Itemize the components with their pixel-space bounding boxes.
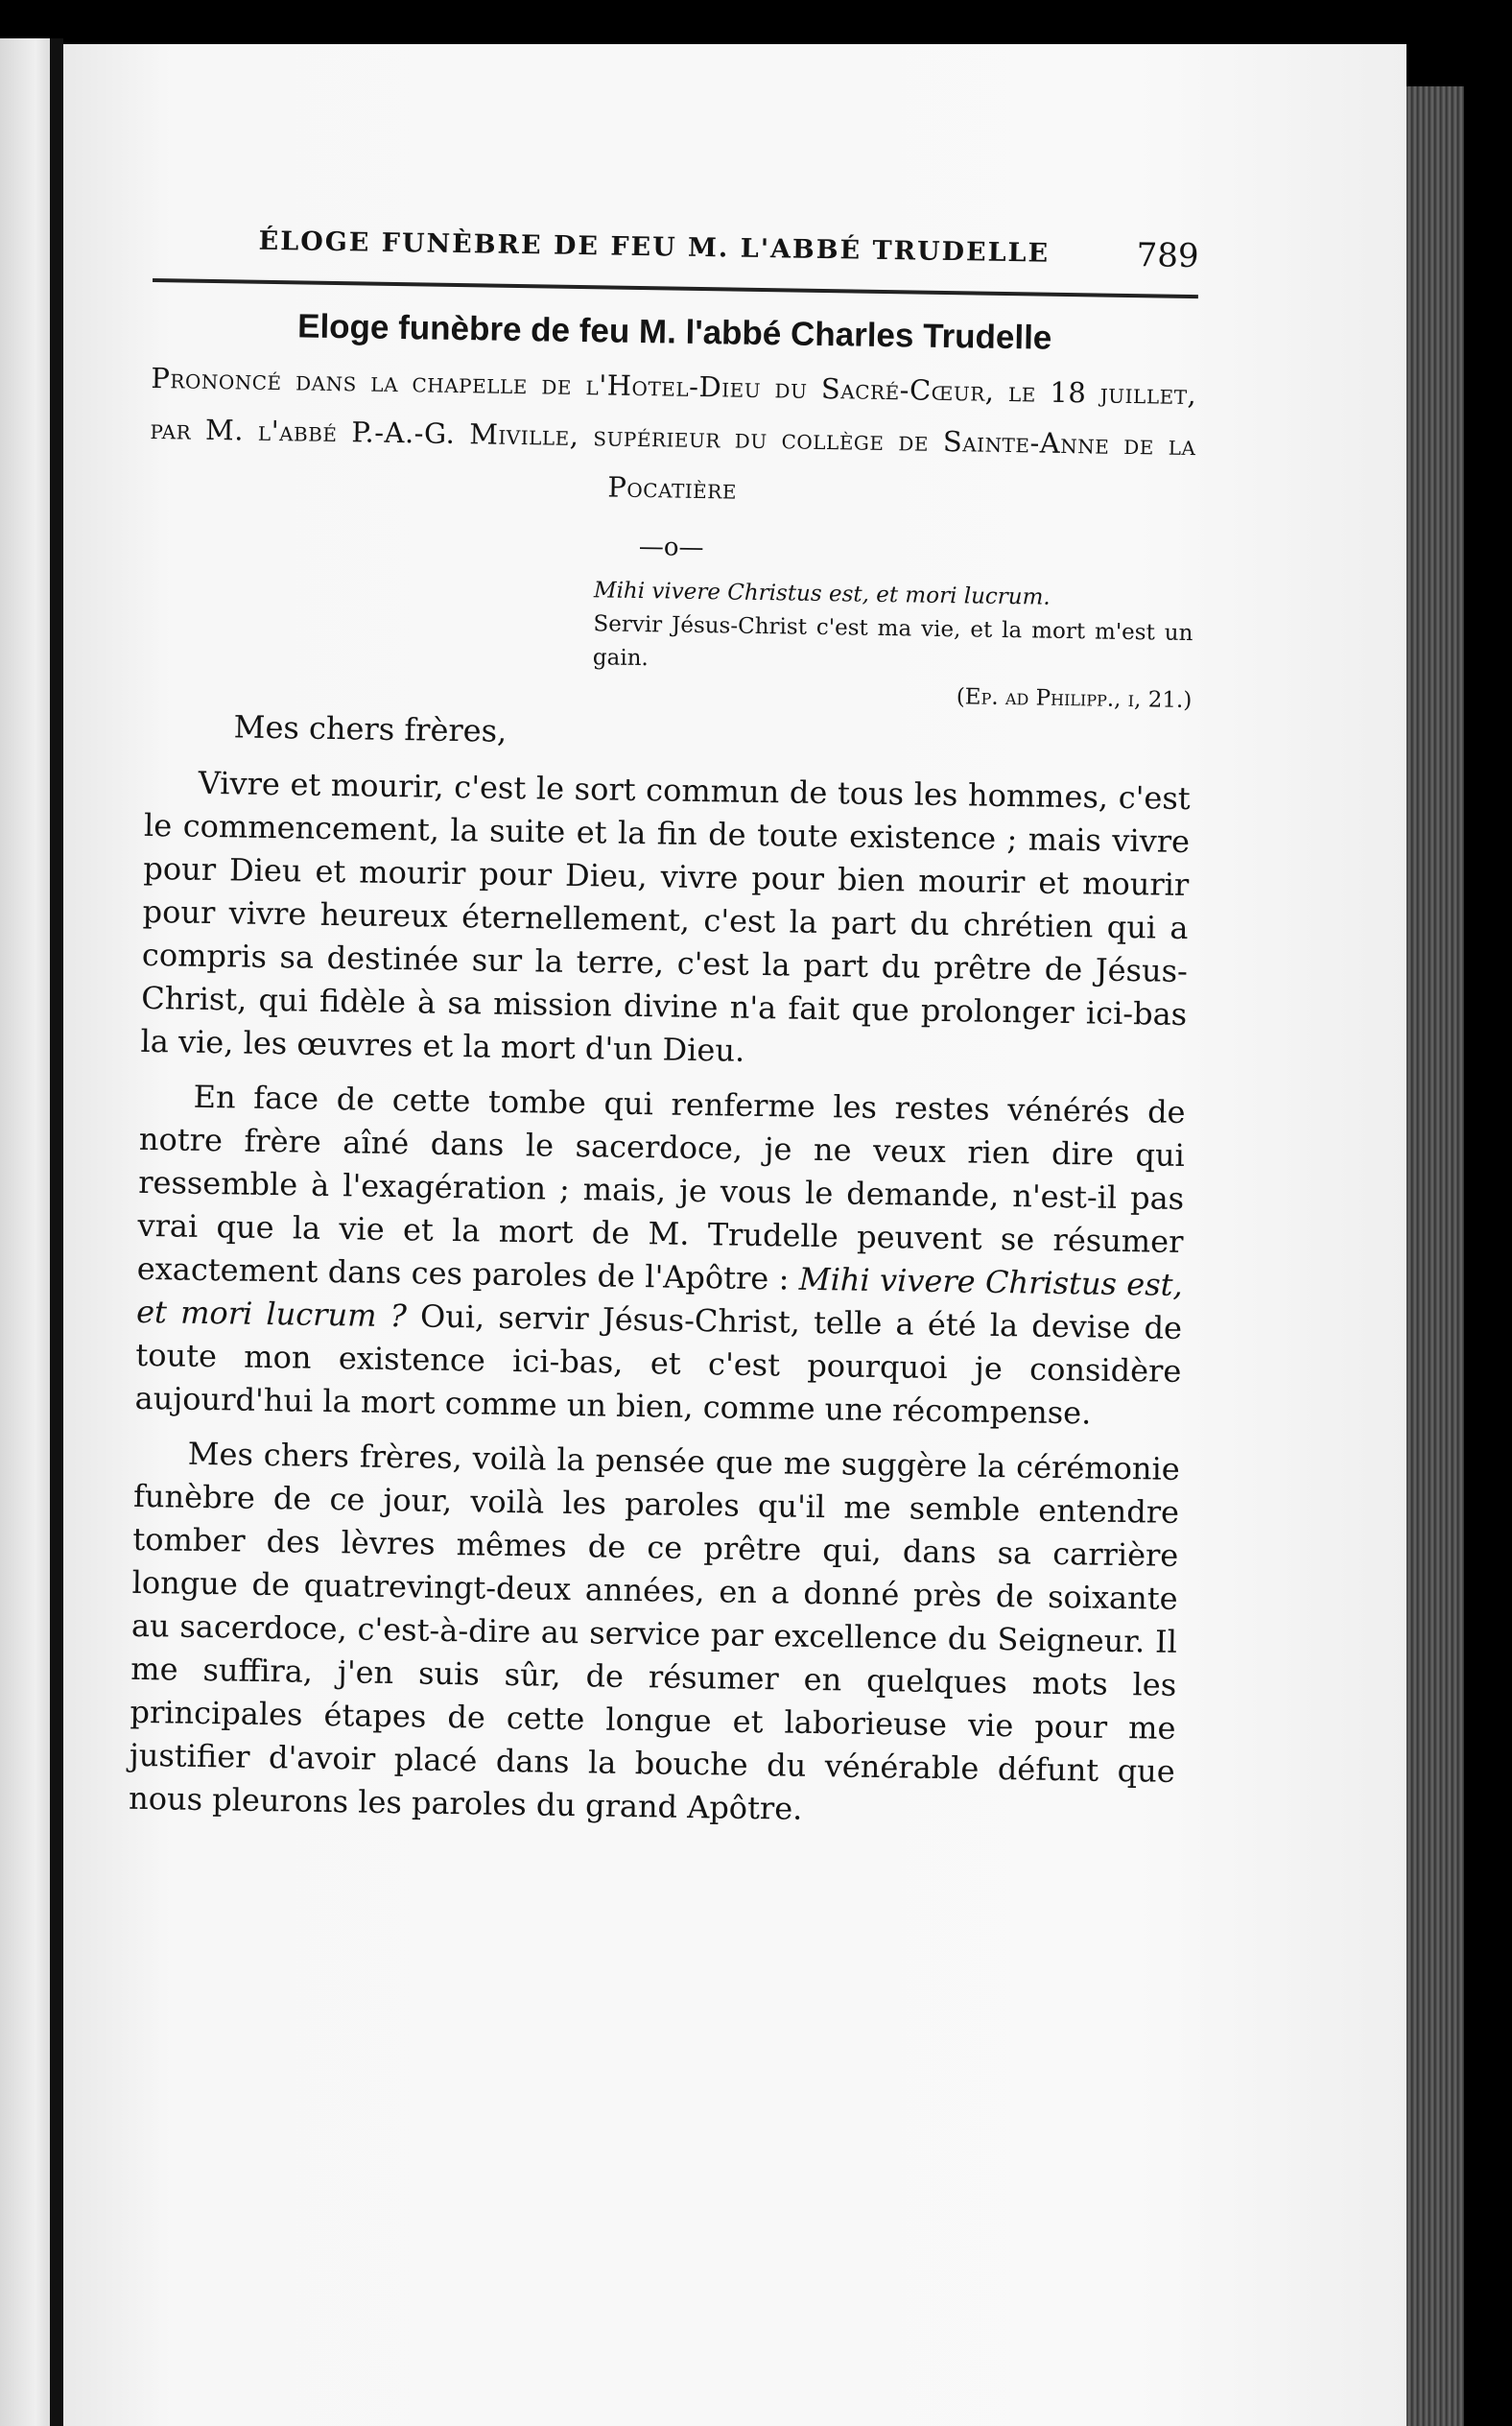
paragraph-2-latin-quote: Mihi vivere Christus est, et mori lucrum ? bbox=[135, 1260, 1184, 1335]
article-subtitle: Prononcé dans la chapelle de l'Hotel-Dieu du Sacré-Cœur, le 18 juillet, par M. l'abbé P.-A.-G. Miville, supérieur du collège de Sainte-Anne de la Pocatière bbox=[150, 361, 1197, 506]
epigraph-reference: (Ep. ad Philipp., i, 21.) bbox=[956, 684, 1193, 714]
paragraph-2-text-end: Oui, servir Jésus-Christ, telle a été la devise de toute mon existence ici-bas, et c'est pourquoi je considère aujourd'hui la mort comme un bien, comme une récompense. bbox=[134, 1297, 1183, 1432]
article-title: Eloge funèbre de feu M. l'abbé Charles Trudelle bbox=[296, 307, 1052, 357]
epigraph-latin: Mihi vivere Christus est, et mori lucrum. bbox=[593, 578, 1051, 610]
epigraph bbox=[592, 574, 1193, 718]
paragraph-1: Vivre et mourir, c'est le sort commun de tous les hommes, c'est le commencement, la suite et la fin de toute existence ; mais vivre pour Dieu et mourir pour Dieu, vivre pour bien mourir et mourir pour vivre heureux éternellement, c'est la part du chrétien qui a compris sa destinée sur la terre, c'est la part du prêtre de Jésus-Christ, qui fidèle à sa mission divine n'a fait que prolonger ici-bas la vie, les œuvres et la mort d'un Dieu. bbox=[140, 764, 1191, 1069]
paragraph-2 bbox=[134, 1075, 1186, 1437]
running-head-title: ÉLOGE FUNÈBRE DE FEU M. L'ABBÉ TRUDELLE bbox=[258, 226, 1051, 269]
book-gutter bbox=[50, 38, 63, 2426]
page-text-block bbox=[129, 221, 1199, 1837]
salutation: Mes chers frères, bbox=[233, 708, 508, 749]
epigraph-translation: Servir Jésus-Christ c'est ma vie, et la mort m'est un gain. bbox=[592, 611, 1193, 672]
page-stack-edge bbox=[1406, 86, 1464, 2426]
paragraph-3: Mes chers frères, voilà la pensée que me suggère la cérémonie funèbre de ce jour, voilà les paroles qu'il me semble entendre tomber des lèvres mêmes de ce prêtre qui, dans sa carrière longue de quatrevingt-deux années, en a donné près de soixante au sacerdoce, c'est-à-dire au service par excellence du Seigneur. Il me suffira, j'en suis sûr, de résumer en quelques mots les principales étapes de cette longue et laborieuse vie pour me justifier d'avoir placé dans la bouche du vénérable défunt que nous pleurons les paroles du grand Apôtre. bbox=[128, 1435, 1180, 1827]
section-separator: —o— bbox=[638, 532, 704, 563]
paragraph-2-text-start: En face de cette tombe qui renferme les restes vénérés de notre frère aîné dans le sacerdoce, je ne veux rien dire qui ressemble à l'exagération ; mais, je vous le demande, n'est-il pas vrai que la vie et la mort de M. Trudelle peuvent se résumer exactement dans ces paroles de l'Apôtre : bbox=[136, 1078, 1186, 1297]
page-number: 789 bbox=[1136, 236, 1199, 276]
